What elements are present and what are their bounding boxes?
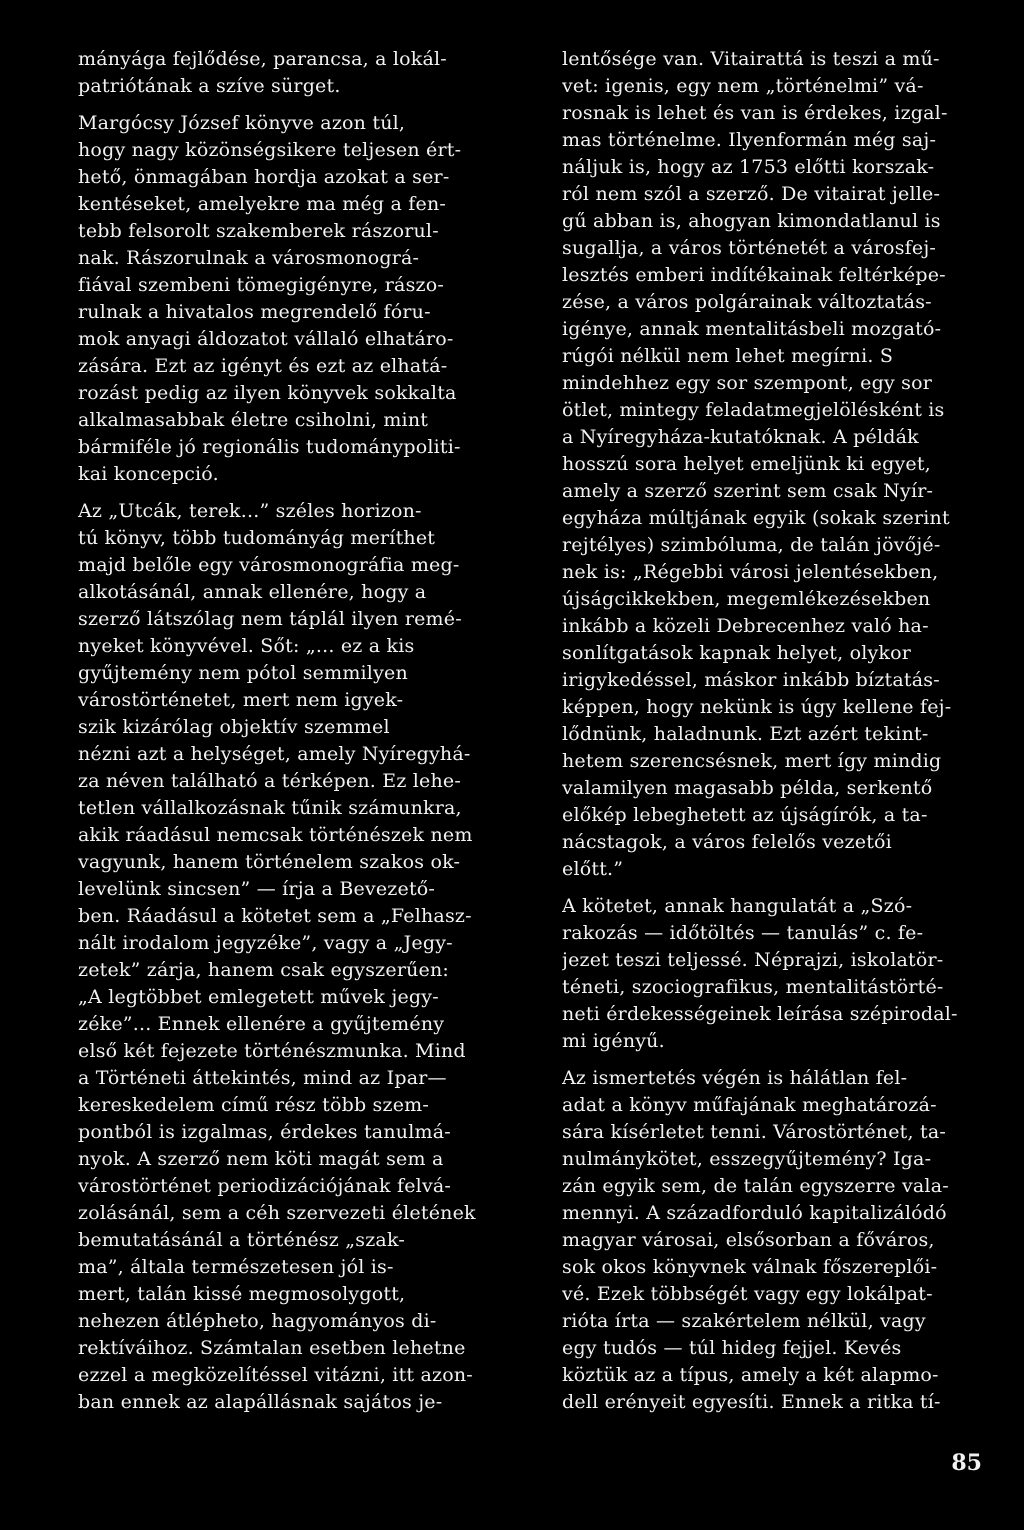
text-line: mok anyagi áldozatot vállaló elhatáro- — [78, 328, 454, 350]
text-line: bemutatásánál a történész „szak- — [78, 1229, 405, 1251]
text-line: alkotásánál, annak ellenére, hogy a — [78, 581, 427, 603]
text-line: egyháza múltjának egyik (sokak szerint — [562, 507, 950, 529]
text-line: újságcikkekben, megemlékezésekben — [562, 588, 931, 610]
text-line: nácstagok, a város felelős vezetői — [562, 831, 892, 853]
text-line: pontból is izgalmas, érdekes tanulmá- — [78, 1121, 451, 1143]
text-line: akik ráadásul nemcsak történészek nem — [78, 824, 473, 846]
page-number: 85 — [951, 1450, 982, 1476]
text-line: Margócsy József könyve azon túl, — [78, 112, 406, 134]
text-line: hetem szerencsésnek, mert így mindig — [562, 750, 942, 772]
text-line: rektíváihoz. Számtalan esetben lehetne — [78, 1337, 466, 1359]
right-column — [562, 46, 980, 1416]
text-line: rulnak a hivatalos megrendelő fóru- — [78, 301, 431, 323]
text-line: inkább a közeli Debrecenhez való ha- — [562, 615, 929, 637]
text-line: nyeket könyvével. Sőt: „... ez a kis — [78, 635, 415, 657]
text-line: zán egyik sem, de talán egyszerre vala- — [562, 1175, 949, 1197]
text-line: ról nem szól a szerző. De vitairat jelle- — [562, 183, 941, 205]
text-line: zéke”... Ennek ellenére a gyűjtemény — [78, 1013, 445, 1035]
text-line: a Történeti áttekintés, mind az Ipar— — [78, 1067, 447, 1089]
text-line: hogy nagy közönségsikere teljesen ért- — [78, 139, 462, 161]
text-line: tú könyv, több tudományág meríthet — [78, 527, 436, 549]
text-line: náljuk is, hogy az 1753 előtti korszak- — [562, 156, 935, 178]
text-line: fiával szembeni tömegigényre, rászo- — [78, 274, 444, 296]
text-line: mindehhez egy sor szempont, egy sor — [562, 372, 933, 394]
text-line: hető, önmagában hordja azokat a ser- — [78, 166, 450, 188]
text-line: kentéseket, amelyekre ma még a fen- — [78, 193, 447, 215]
text-line: ötlet, mintegy feladatmegjelölésként is — [562, 399, 945, 421]
text-line: adat a könyv műfajának meghatározá- — [562, 1094, 937, 1116]
text-line: első két fejezete történészmunka. Mind — [78, 1040, 466, 1062]
text-line: zolásánál, sem a céh szervezeti életének — [78, 1202, 476, 1224]
text-line: vé. Ezek többségét vagy egy lokálpat- — [562, 1283, 933, 1305]
text-line: ma”, általa természetesen jól is- — [78, 1256, 394, 1278]
text-line: igénye, annak mentalitásbeli mozgató- — [562, 318, 942, 340]
text-line: bármiféle jó regionális tudománypoliti- — [78, 436, 461, 458]
text-line: vagyunk, hanem történelem szakos ok- — [78, 851, 461, 873]
text-line: várostörténetet, mert nem igyek- — [78, 689, 404, 711]
text-line: kereskedelem című rész több szem- — [78, 1094, 429, 1116]
text-line: kai koncepció. — [78, 463, 219, 485]
text-line: Az ismertetés végén is hálátlan fel- — [562, 1067, 908, 1089]
text-line: lődnünk, haladnunk. Ezt azért tekint- — [562, 723, 929, 745]
text-line: rúgói nélkül nem lehet megírni. S — [562, 345, 894, 367]
text-line: nyok. A szerző nem köti magát sem a — [78, 1148, 444, 1170]
text-line: rozást pedig az ilyen könyvek sokkalta — [78, 382, 457, 404]
text-line: jezet teszi teljessé. Néprajzi, iskolatör- — [562, 949, 944, 971]
text-line: a Nyíregyháza-kutatóknak. A példák — [562, 426, 919, 448]
text-line: előkép lebeghetett az újságírók, a ta- — [562, 804, 928, 826]
text-line: gyűjtemény nem pótol semmilyen — [78, 662, 408, 684]
text-line: za néven található a térképen. Ez lehe- — [78, 770, 461, 792]
text-line: zására. Ezt az igényt és ezt az elhatá- — [78, 355, 448, 377]
text-line: nek is: „Régebbi városi jelentésekben, — [562, 561, 939, 583]
text-line: zése, a város polgárainak változtatás- — [562, 291, 932, 313]
text-line: valamilyen magasabb példa, serkentő — [562, 777, 933, 799]
text-line: rakozás — időtöltés — tanulás” c. fe- — [562, 922, 924, 944]
text-line: patriótának a szíve sürget. — [78, 75, 341, 97]
text-line: mas történelme. Ilyenformán még saj- — [562, 129, 937, 151]
text-line: mányága fejlődése, parancsa, a lokál- — [78, 48, 447, 70]
text-line: sugallja, a város történetét a városfej- — [562, 237, 937, 259]
text-line: nak. Rászorulnak a városmonográ- — [78, 247, 420, 269]
text-line: gű abban is, ahogyan kimondatlanul is — [562, 210, 941, 232]
text-line: amely a szerző szerint sem csak Nyír- — [562, 480, 934, 502]
text-line: A kötetet, annak hangulatát a „Szó- — [562, 895, 913, 917]
text-line: sára kísérletet tenni. Várostörténet, ta- — [562, 1121, 946, 1143]
text-line: lesztés emberi indítékainak feltérképe- — [562, 264, 946, 286]
paragraph-gap — [78, 100, 504, 110]
text-line: magyar városai, elsősorban a főváros, — [562, 1229, 935, 1251]
text-line: nált irodalom jegyzéke”, vagy a „Jegy- — [78, 932, 453, 954]
paragraph-gap — [562, 883, 980, 893]
text-line: tebb felsorolt szakemberek rászorul- — [78, 220, 439, 242]
text-line: mennyi. A századforduló kapitalizálódó — [562, 1202, 947, 1224]
text-line: szik kizárólag objektív szemmel — [78, 716, 390, 738]
text-line: mi igényű. — [562, 1030, 665, 1052]
text-line: előtt.” — [562, 858, 624, 880]
text-line: mert, talán kissé megmosolygott, — [78, 1283, 406, 1305]
text-line: dell erényeit egyesíti. Ennek a ritka tí- — [562, 1391, 941, 1413]
text-line: lentősége van. Vitairattá is teszi a mű- — [562, 48, 940, 70]
text-line: egy tudós — túl hideg fejjel. Kevés — [562, 1337, 902, 1359]
paragraph-gap — [78, 488, 504, 498]
text-line: neti érdekességeinek leírása szépirodal- — [562, 1003, 958, 1025]
text-line: várostörténet periodizációjának felvá- — [78, 1175, 452, 1197]
paragraph-gap — [562, 1055, 980, 1065]
paragraph — [78, 498, 504, 1416]
text-line: rejtélyes) szimbóluma, de talán jövőjé- — [562, 534, 941, 556]
text-line: nézni azt a helységet, amely Nyíregyhá- — [78, 743, 471, 765]
text-line: köztük az a típus, amely a két alapmo- — [562, 1364, 939, 1386]
paragraph — [78, 46, 504, 100]
text-line: nulmánykötet, esszegyűjtemény? Iga- — [562, 1148, 932, 1170]
text-line: rosnak is lehet és van is érdekes, izgal- — [562, 102, 948, 124]
paragraph — [562, 893, 980, 1055]
text-line: ban ennek az alapállásnak sajátos je- — [78, 1391, 443, 1413]
text-line: ben. Ráadásul a kötetet sem a „Felhasz- — [78, 905, 472, 927]
text-line: rióta írta — szakértelem nélkül, vagy — [562, 1310, 926, 1332]
text-line: zetek” zárja, hanem csak egyszerűen: — [78, 959, 450, 981]
text-line: sok okos könyvnek válnak főszereplői- — [562, 1256, 938, 1278]
text-line: majd belőle egy városmonográfia meg- — [78, 554, 460, 576]
text-line: szerző látszólag nem táplál ilyen remé- — [78, 608, 462, 630]
text-line: alkalmasabbak életre csiholni, mint — [78, 409, 429, 431]
text-line: ezzel a megközelítéssel vitázni, itt azon- — [78, 1364, 473, 1386]
text-line: vet: igenis, egy nem „történelmi” vá- — [562, 75, 924, 97]
text-line: irigykedéssel, máskor inkább bíztatás- — [562, 669, 940, 691]
paragraph — [78, 110, 504, 488]
paragraph — [562, 46, 980, 883]
text-line: hosszú sora helyet emeljünk ki egyet, — [562, 453, 931, 475]
text-line: „A legtöbbet emlegetett művek jegy- — [78, 986, 439, 1008]
text-line: levelünk sincsen” — írja a Bevezető- — [78, 878, 436, 900]
text-line: nehezen átlépheto, hagyományos di- — [78, 1310, 437, 1332]
paragraph — [562, 1065, 980, 1416]
text-line: képpen, hogy nekünk is úgy kellene fej- — [562, 696, 952, 718]
text-line: tetlen vállalkozásnak tűnik számunkra, — [78, 797, 462, 819]
text-line: sonlítgatások kapnak helyet, olykor — [562, 642, 912, 664]
text-line: téneti, szociografikus, mentalitástörté- — [562, 976, 944, 998]
text-line: Az „Utcák, terek...” széles horizon- — [78, 500, 422, 522]
left-column — [78, 46, 504, 1416]
